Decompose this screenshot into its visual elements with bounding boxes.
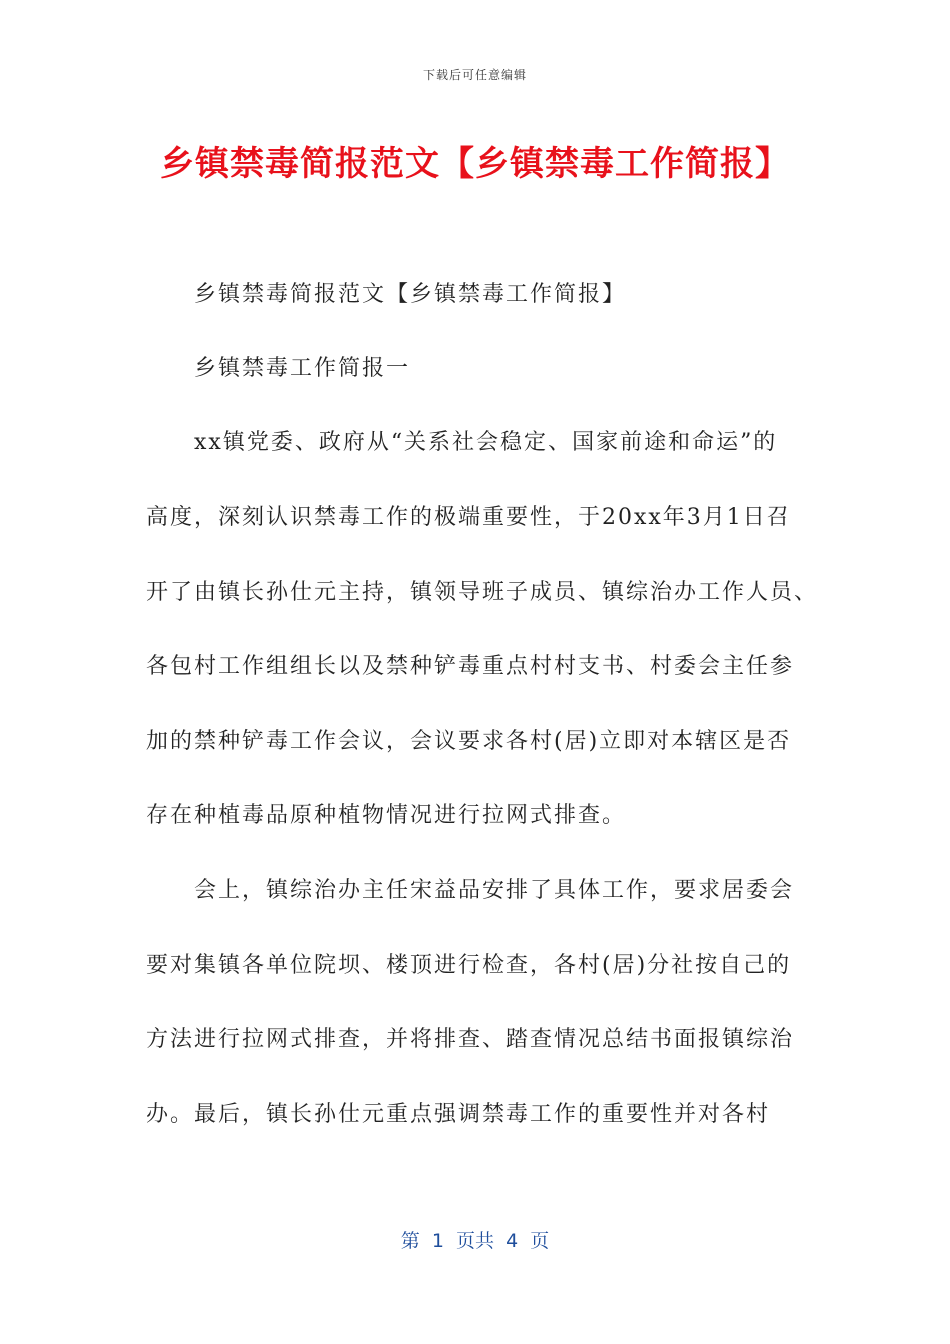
paragraph-line: xx镇党委、政府从“关系社会稳定、国家前途和命运”的 [194, 430, 778, 455]
paragraph-line: 高度，深刻认识禁毒工作的极端重要性，于20xx年3月1日召 [146, 505, 791, 530]
paragraph-line: 办。最后，镇长孙仕元重点强调禁毒工作的重要性并对各村 [146, 1102, 771, 1127]
page-footer: 第 1 页共 4 页 [400, 1230, 550, 1252]
header-note: 下载后可任意编辑 [422, 68, 527, 82]
paragraph-line: 乡镇禁毒工作简报一 [194, 356, 411, 381]
paragraph-line: 各包村工作组组长以及禁种铲毒重点村村支书、村委会主任参 [146, 654, 795, 679]
paragraph-line: 要对集镇各单位院坝、楼顶进行检查，各村(居)分社按自己的 [146, 953, 792, 978]
paragraph-line: 乡镇禁毒简报范文【乡镇禁毒工作简报】 [194, 282, 627, 307]
paragraph-line: 加的禁种铲毒工作会议，会议要求各村(居)立即对本辖区是否 [146, 729, 792, 754]
paragraph-line: 开了由镇长孙仕元主持，镇领导班子成员、镇综治办工作人员、 [146, 580, 819, 605]
paragraph-line: 存在种植毒品原种植物情况进行拉网式排查。 [146, 803, 627, 828]
paragraph-line: 方法进行拉网式排查，并将排查、踏查情况总结书面报镇综治 [146, 1027, 795, 1052]
paragraph-line: 会上，镇综治办主任宋益品安排了具体工作，要求居委会 [194, 878, 795, 903]
document-title: 乡镇禁毒简报范文【乡镇禁毒工作简报】 [160, 144, 790, 184]
